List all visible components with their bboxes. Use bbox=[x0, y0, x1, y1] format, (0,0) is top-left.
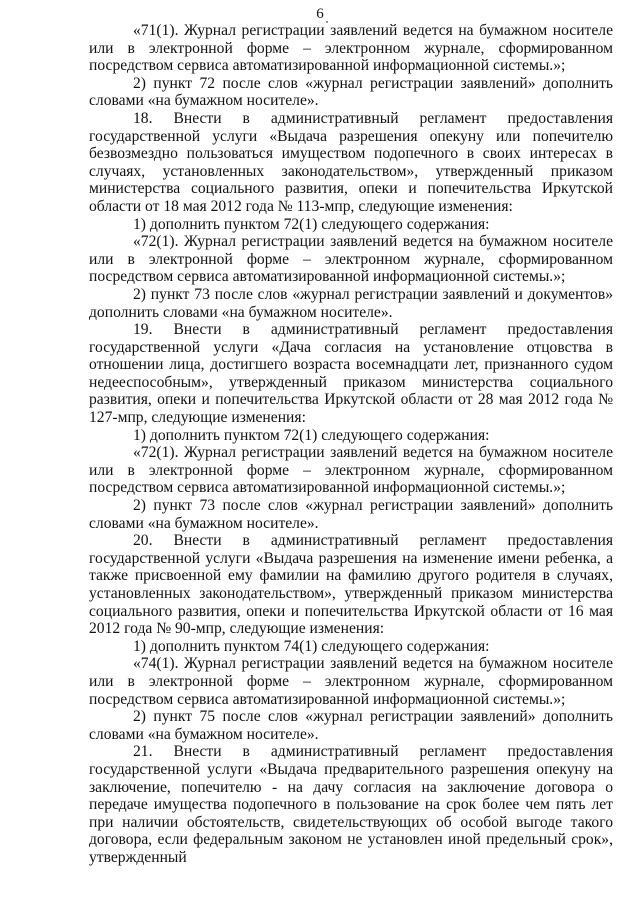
paragraph-item-1-p74-1: 1) дополнить пунктом 74(1) следующего содержания: bbox=[133, 637, 490, 655]
paragraph-item-2-p72: 2) пункт 72 после слов «журнал регистрации заявлений» дополнить словами «на бумажном носителе». bbox=[89, 74, 613, 110]
paragraph-quote-72-1-b: «72(1). Журнал регистрации заявлений ведется на бумажном носителе или в электронной форме – электронном журнале, сформированном посредством сервиса автоматизированной информационной системы.»; bbox=[89, 444, 613, 497]
paragraph-item-1-p72-1: 1) дополнить пунктом 72(1) следующего содержания: bbox=[133, 215, 490, 233]
paragraph-section-20: 20. Внести в административный регламент предоставления государственной услуги «Выдача разрешения на изменение имени ребенка, а также присвоенной ему фамилии на фамилию другого родителя в случаях, установленных законодательством», утвержденный приказом министерства социального развития, опеки и попечительства Иркутской области от 16 мая 2012 года № 90-мпр, следующие изменения: bbox=[89, 532, 613, 638]
paragraph-item-2-p73: 2) пункт 73 после слов «журнал регистрации заявлений и документов» дополнить словами «на бумажном носителе». bbox=[89, 285, 613, 321]
paragraph-quote-74-1: «74(1). Журнал регистрации заявлений ведется на бумажном носителе или в электронной форме – электронном журнале, сформированном посредством сервиса автоматизированной информационной системы.»; bbox=[89, 655, 613, 708]
paragraph-item-1-p72-1-b: 1) дополнить пунктом 72(1) следующего содержания: bbox=[133, 426, 490, 444]
paragraph-section-21: 21. Внести в административный регламент предоставления государственной услуги «Выдача предварительного разрешения опекуну на заключение, попечителю - на дачу согласия на заключение договора о передаче имущества подопечного в пользование на срок более чем пять лет при наличии обстоятельств, свидетельствующих об особой выгоде такого договора, если федеральным законом не установлен иной предельный срок», утвержденный bbox=[89, 743, 613, 866]
page-number: 6 bbox=[316, 6, 324, 22]
paragraph-quote-71-1: «71(1). Журнал регистрации заявлений ведется на бумажном носителе или в электронной форме – электронном журнале, сформированном посредством сервиса автоматизированной информационной системы.»; bbox=[89, 22, 613, 75]
paragraph-item-2-p75: 2) пункт 75 после слов «журнал регистрации заявлений» дополнить словами «на бумажном носителе». bbox=[89, 708, 613, 743]
paragraph-section-19: 19. Внести в административный регламент предоставления государственной услуги «Дача согласия на установление отцовства в отношении лица, достигшего возраста восемнадцати лет, признанного судом недееспособным», утвержденный приказом министерства социального развития, опеки и попечительства Иркутской области от 28 мая 2012 года № 127-мпр, следующие изменения: bbox=[89, 321, 613, 427]
paragraph-section-18: 18. Внести в административный регламент предоставления государственной услуги «Выдача разрешения опекуну или попечителю безвозмездно пользоваться имуществом подопечного в своих интересах в случаях, установленных законодательством», утвержденный приказом министерства социального развития, опеки и попечительства Иркутской области от 18 мая 2012 года № 113-мпр, следующие изменения: bbox=[89, 109, 613, 215]
paragraph-quote-72-1: «72(1). Журнал регистрации заявлений ведется на бумажном носителе или в электронной форме – электронном журнале, сформированном посредством сервиса автоматизированной информационной системы.»; bbox=[89, 233, 613, 286]
document-body bbox=[89, 22, 613, 867]
paragraph-item-2-p73-b: 2) пункт 73 после слов «журнал регистрации заявлений» дополнить словами «на бумажном носителе». bbox=[89, 497, 613, 532]
